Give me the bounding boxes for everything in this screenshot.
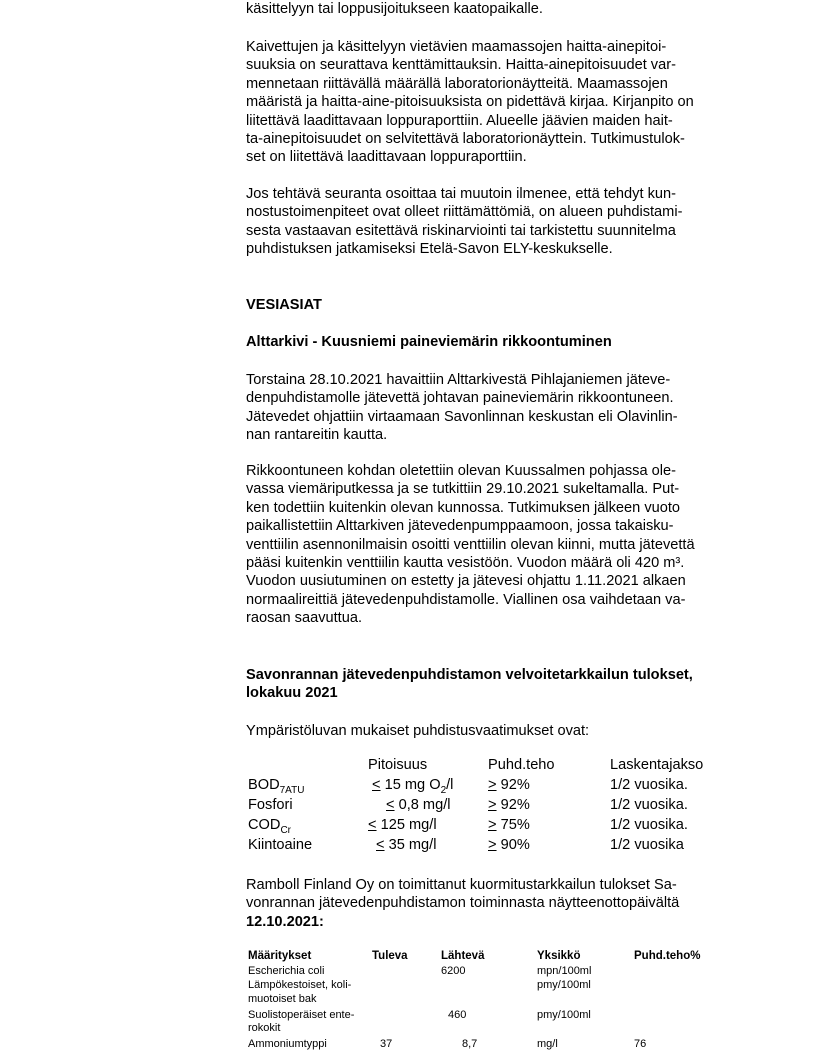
conc-cell: < 0,8 mg/l [386,797,451,813]
text-line: normaalireittiä jätevedenpuhdistamolle. Viallinen osa vaihdetaan va- [246,591,686,608]
param-cell: Kiintoaine [248,837,313,853]
paragraph-ramboll [246,876,746,931]
cell: 76 [634,1038,647,1050]
cell: muotoiset bak [248,993,317,1005]
header-cell: Määritykset [248,950,312,962]
table-row [248,1009,768,1022]
text-line: Rikkoontuneen kohdan oletettiin olevan Kuussalmen pohjassa ole- [246,463,676,479]
conc-cell: < 125 mg/l [368,817,437,833]
header-cell: Lähtevä [441,950,485,962]
header-cell: Yksikkö [537,950,581,962]
text-line: Ympäristöluvan mukaiset puhdistusvaatimukset ovat: [246,723,590,739]
requirements-row [246,837,766,857]
header-cell: Pitoisuus [368,757,428,773]
text-line: venttiilin asennonilmaisin osoitti venttiilin olevan kiinni, mutta jätevettä [246,536,695,553]
cell: Ammoniumtyppi [248,1038,327,1050]
text-line: nan rantareitin kautta. [246,427,388,444]
period-cell: 1/2 vuosika. [610,817,688,833]
conc-cell: < 15 mg $O_2/l$ [372,777,454,796]
text-line: Kaivettujen ja käsittelyyn vietävien maamassojen haitta-ainepitoi- [246,39,667,55]
conc-cell: < 35 mg/l [376,837,437,853]
subheading-savonranta [246,666,746,703]
text-line: puhdistuksen jatkamiseksi Etelä-Savon ELY-keskukselle. [246,241,613,258]
cell: mg/l [537,1038,558,1050]
requirements-row [246,777,766,797]
cell: Escherichia coli [248,965,325,977]
cell: 6200 [441,965,466,977]
table-row [248,1022,768,1038]
table-row [248,993,768,1009]
subheading-alttarkivi [246,333,746,351]
requirements-row [246,797,766,817]
section-heading-vesiasiat [246,296,746,314]
period-cell: 1/2 vuosika. [610,797,688,813]
param-cell: $BOD_{7ATU}$ [248,777,305,796]
header-cell: Laskentajakso [610,757,704,773]
text-line: liitettävä laadittavaan loppuraporttiin. Alueelle jäävien maiden hait- [246,112,673,129]
eff-cell: > 92% [488,777,530,793]
results-table [248,950,768,1052]
sample-date: 12.10.2021: [246,913,324,930]
text-line: nostustoimenpiteet ovat olleet riittämättömiä, on alueen puhdistami- [246,204,683,221]
text-line: vassa viemäriputkessa ja se tutkittiin 29.10.2021 sukeltamalla. Put- [246,481,680,498]
cell: 460 [448,1009,467,1021]
param-cell: $COD_{Cr}$ [248,817,291,836]
text-line: Vuodon uusiutuminen on estetty ja jätevesi ohjattu 1.11.2021 alkaen [246,573,686,590]
table-row [248,965,768,979]
header-cell: Puhd.teho% [634,950,701,962]
cell: Lämpökestoiset, koli- [248,979,352,991]
text-line: Torstaina 28.10.2021 havaittiin Alttarkivestä Pihlajaniemen jäteve- [246,372,671,388]
text-line: pääsi kuitenkin venttiilin kautta vesistöön. Vuodon määrä oli 420 m³. [246,555,685,572]
table-row [248,1038,768,1052]
cell: mpn/100ml [537,965,592,977]
heading: VESIASIAT [246,297,322,313]
paragraph-risk-assessment [246,185,746,259]
paragraph-investigation [246,462,746,628]
requirements-row [246,817,766,837]
text-line: sesta vastaavan esitettävä riskinarviointi tai tarkistettu suunnitelma [246,222,676,239]
text-line: ken todettiin kuitenkin olevan kunnossa. Tutkimuksen jälkeen vuoto [246,499,681,516]
text-line: denpuhdistamolle jätevettä johtavan paineviemärin rikkoontuneen. [246,390,674,407]
text-line: suuksia on seurattava kenttämittauksin. Haitta-ainepitoisuudet var- [246,57,676,74]
cell: rokokit [248,1022,281,1034]
text-line: set on liitettävä laadittavaan loppuraporttiin. [246,149,527,166]
text-line: paikallistettiin Alttarkiven jätevedenpumppaamoon, jossa takaisku- [246,518,674,535]
text-line: raosan saavuttua. [246,610,363,627]
text-line: Jätevedet ohjattiin virtaamaan Savonlinnan keskustan eli Olavinlin- [246,408,678,425]
cell: pmy/100ml [537,979,591,991]
heading: Alttarkivi - Kuusniemi paineviemärin rikkoontuminen [246,334,612,350]
eff-cell: > 75% [488,817,530,833]
paragraph-soil-monitoring [246,38,746,167]
eff-cell: > 92% [488,797,530,813]
heading-line: lokakuu 2021 [246,685,338,702]
param-cell: Fosfori [248,797,293,813]
period-cell: 1/2 vuosika [610,837,684,853]
text-line: ta-ainepitoisuudet on selvitettävä laboratorionäyttein. Tutkimustulok- [246,131,685,148]
cell: 8,7 [462,1038,478,1050]
table-row [248,979,768,993]
cell: 37 [380,1038,393,1050]
cell: pmy/100ml [537,1009,591,1021]
eff-cell: > 90% [488,837,530,853]
cell: Suolistoperäiset ente- [248,1009,355,1021]
requirements-header-row [246,757,766,777]
paragraph-incident [246,371,746,445]
text-line: vonrannan jätevedenpuhdistamon toiminnasta näytteenottopäivältä [246,895,680,912]
text-line: mennetaan riittävällä määrällä laboratorionäytteitä. Maamassojen [246,75,668,92]
text-line: Jos tehtävä seuranta osoittaa tai muutoin ilmenee, että tehdyt kun- [246,186,676,202]
paragraph-intro-end [246,0,746,18]
text-line: Ramboll Finland Oy on toimittanut kuormitustarkkailun tulokset Sa- [246,877,677,893]
text-line: käsittelyyn tai loppusijoitukseen kaatopaikalle. [246,1,543,17]
results-header-row [248,950,768,965]
text-line: määristä ja haitta-aine-pitoisuuksista on pidettävä kirjaa. Kirjanpito on [246,94,694,111]
header-cell: Puhd.teho [488,757,555,773]
heading-line: Savonrannan jätevedenpuhdistamon velvoitetarkkailun tulokset, [246,667,693,683]
header-cell: Tuleva [372,950,408,962]
requirements-table [246,757,766,857]
period-cell: 1/2 vuosika. [610,777,688,793]
paragraph-requirements-intro [246,722,746,740]
